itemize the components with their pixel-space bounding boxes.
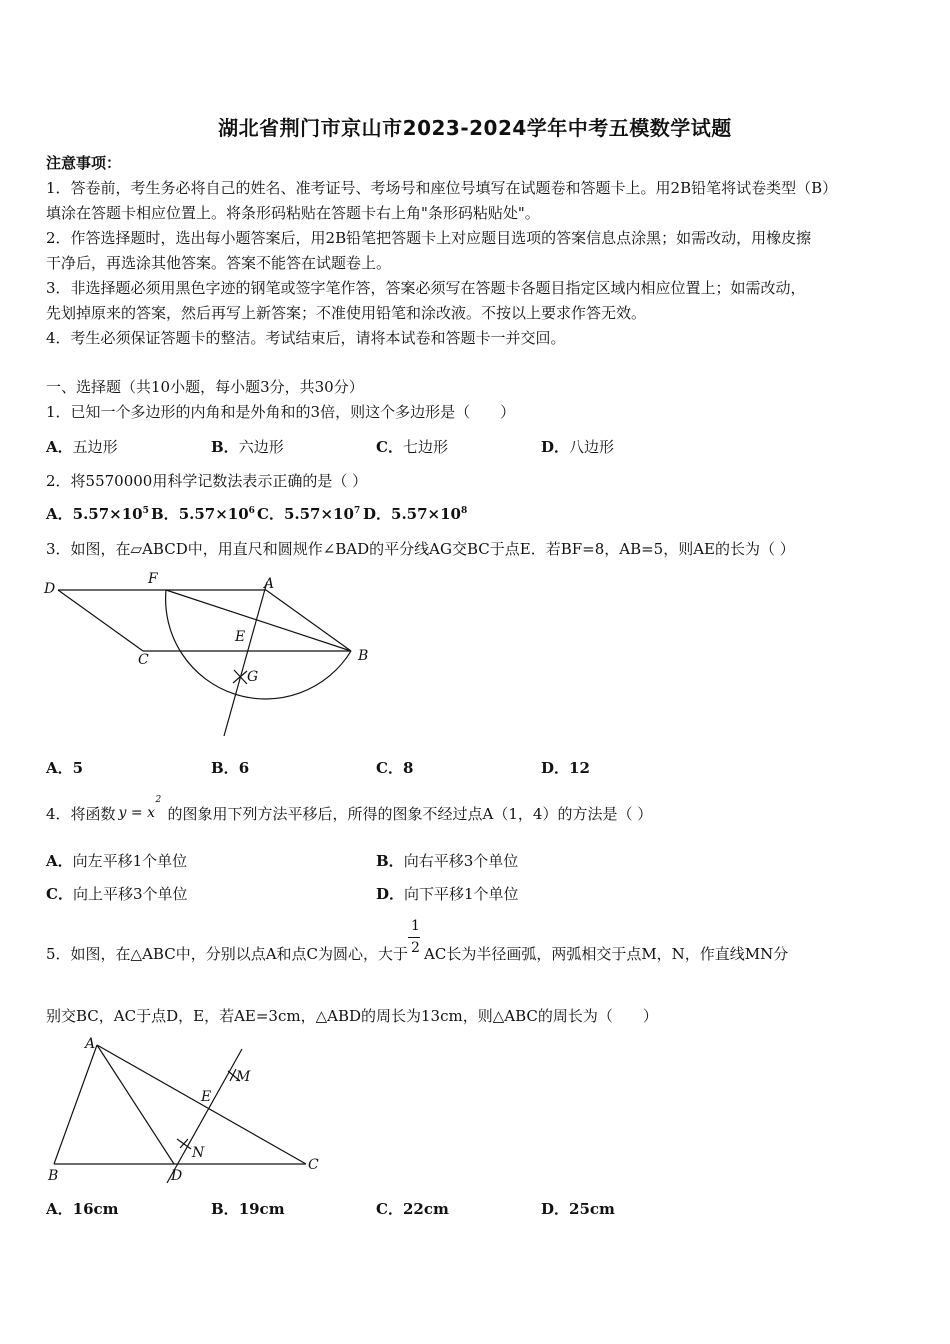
q1-option-c[interactable]: C．七边形 bbox=[376, 438, 448, 456]
q4-prefix: 4．将函数 bbox=[46, 805, 116, 823]
q3-label-c: C bbox=[138, 652, 149, 668]
q3-option-a[interactable]: A．5 bbox=[46, 759, 84, 777]
question-2-stem: 2．将5570000用科学记数法表示正确的是（ ） bbox=[46, 472, 368, 490]
page-title: 湖北省荆门市京山市2023-2024学年中考五模数学试题 bbox=[218, 116, 732, 140]
q5-fraction: $\frac{1}{2}$ bbox=[408, 944, 424, 959]
q5-segment-ab bbox=[54, 1045, 97, 1164]
q1-option-a[interactable]: A．五边形 bbox=[46, 438, 118, 456]
q3-label-d: D bbox=[44, 581, 56, 597]
q5-segment-ad bbox=[97, 1045, 174, 1164]
q3-segment-dc bbox=[58, 590, 143, 651]
q2-option-a[interactable]: A．$5.57\times 10^5$ bbox=[46, 505, 149, 523]
q1-option-d[interactable]: D．八边形 bbox=[541, 438, 615, 456]
question-3-stem: 3．如图，在▱ABCD中，用直尺和圆规作∠BAD的平分线AG交BC于点E．若BF=8，AB=5，则AE的长为（ ） bbox=[46, 540, 795, 558]
q3-option-c[interactable]: C．8 bbox=[376, 759, 414, 777]
q3-label-a: A bbox=[264, 576, 275, 592]
q3-label-b: B bbox=[358, 648, 369, 664]
q5-label-b: B bbox=[48, 1168, 59, 1184]
q5-label-n: N bbox=[192, 1145, 205, 1161]
notice-line: 3．非选择题必须用黑色字迹的钢笔或签字笔作答，答案必须写在答题卡各题目指定区域内相应位置上；如需改动， bbox=[46, 279, 806, 297]
question-5-line2: 别交BC，AC于点D，E，若AE=3cm，△ABD的周长为13cm，则△ABC的周长为（ ） bbox=[46, 1007, 658, 1025]
notice-line: 4．考生必须保证答题卡的整洁。考试结束后，请将本试卷和答题卡一并交回。 bbox=[46, 329, 566, 347]
q5-figure bbox=[40, 1035, 330, 1190]
q5-option-a[interactable]: A．16cm bbox=[46, 1200, 119, 1218]
notice-line: 1．答卷前，考生务必将自己的姓名、准考证号、考场号和座位号填写在试题卷和答题卡上。用2B铅笔将试卷类型（B） bbox=[46, 179, 838, 197]
notice-heading: 注意事项： bbox=[46, 154, 122, 172]
notice-line: 先划掉原来的答案，然后再写上新答案；不准使用铅笔和涂改液。不按以上要求作答无效。 bbox=[46, 304, 647, 322]
q4-option-c[interactable]: C．向上平移3个单位 bbox=[46, 885, 188, 903]
q3-label-e: E bbox=[235, 629, 246, 645]
notice-line: 填涂在答题卡相应位置上。将条形码粘贴在答题卡右上角"条形码粘贴处"。 bbox=[46, 204, 540, 222]
q4-option-d[interactable]: D．向下平移1个单位 bbox=[376, 885, 519, 903]
question-1-stem: 1．已知一个多边形的内角和是外角和的3倍，则这个多边形是（ ） bbox=[46, 403, 516, 421]
q3-figure bbox=[40, 568, 380, 748]
q2-option-c[interactable]: C．$5.57\times 10^7$ bbox=[257, 505, 361, 523]
q3-label-g: G bbox=[247, 669, 259, 685]
q3-option-d[interactable]: D．12 bbox=[541, 759, 590, 777]
q2-option-d[interactable]: D．$5.57\times 10^8$ bbox=[363, 505, 468, 523]
q3-bisector-ag bbox=[224, 582, 267, 736]
q1-option-b[interactable]: B．六边形 bbox=[211, 438, 284, 456]
q3-segment-fb bbox=[166, 590, 351, 651]
q3-arc bbox=[166, 590, 351, 699]
q5-label-c: C bbox=[308, 1157, 319, 1173]
notice-line: 2．作答选择题时，选出每小题答案后，用2B铅笔把答题卡上对应题目选项的答案信息点涂黑；如需改动，用橡皮擦 bbox=[46, 229, 812, 247]
q5-option-c[interactable]: C．22cm bbox=[376, 1200, 449, 1218]
q4-option-b[interactable]: B．向右平移3个单位 bbox=[376, 852, 519, 870]
notice-line: 干净后，再选涂其他答案。答案不能答在试题卷上。 bbox=[46, 254, 392, 272]
question-5-stem bbox=[46, 918, 789, 964]
q4-suffix: 的图象用下列方法平移后，所得的图象不经过点A（1，4）的方法是（ ） bbox=[167, 805, 653, 823]
q5-suffix: AC长为半径画弧，两弧相交于点M，N，作直线MN分 bbox=[424, 945, 789, 963]
q5-prefix: 5．如图，在△ABC中，分别以点A和点C为圆心，大于 bbox=[46, 945, 409, 963]
q5-label-e: E bbox=[201, 1089, 212, 1105]
q5-label-m: M bbox=[236, 1069, 251, 1085]
q5-line-mn bbox=[167, 1049, 242, 1183]
q3-option-b[interactable]: B．6 bbox=[211, 759, 250, 777]
q5-label-d: D bbox=[171, 1168, 183, 1184]
q2-option-b[interactable]: B．$5.57\times 10^6$ bbox=[151, 505, 255, 523]
q3-label-f: F bbox=[148, 571, 158, 587]
question-4-stem: 4．将函数 y = x 2 的图象用下列方法平移后，所得的图象不经过点A（1，4）的方法是（ ） bbox=[46, 795, 653, 823]
q5-option-b[interactable]: B．19cm bbox=[211, 1200, 285, 1218]
q5-option-d[interactable]: D．25cm bbox=[541, 1200, 615, 1218]
section-heading: 一、选择题（共10小题，每小题3分，共30分） bbox=[46, 378, 364, 396]
q4-option-a[interactable]: A．向左平移1个单位 bbox=[46, 852, 188, 870]
q3-segment-ab bbox=[266, 590, 351, 651]
q5-label-a: A bbox=[85, 1036, 96, 1052]
